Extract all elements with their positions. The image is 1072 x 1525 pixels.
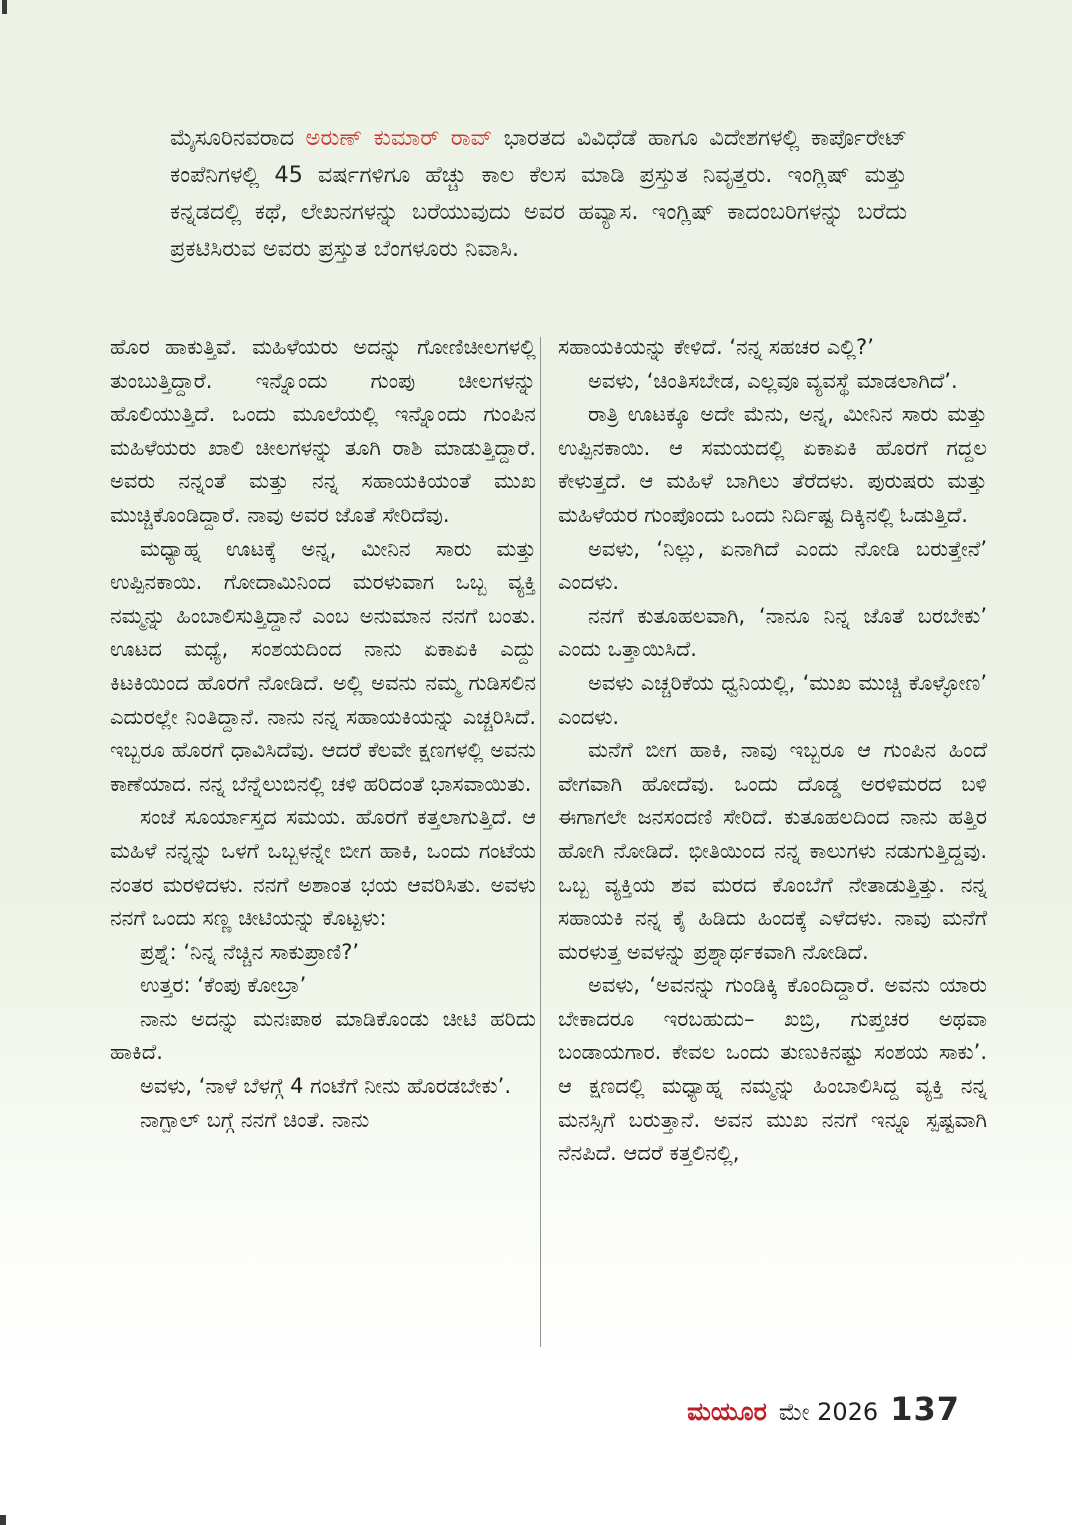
story-paragraph: ಅವಳು, ‘ನಾಳೆ ಬೆಳಗ್ಗೆ 4 ಗಂಟೆಗೆ ನೀನು ಹೊರಡಬೇಕು’. — [140, 1074, 512, 1099]
author-bio-before: ಮೈಸೂರಿನವರಾದ — [170, 125, 306, 151]
column-divider-rule — [540, 337, 541, 1347]
page-number: 137 — [890, 1390, 960, 1428]
author-bio-after: ಭಾರತದ ವಿವಿಧೆಡೆ ಹಾಗೂ ವಿದೇಶಗಳಲ್ಲಿ ಕಾರ್ಪೊರೇಟ್ ಕಂಪೆನಿಗಳಲ್ಲಿ 45 ವರ್ಷಗಳಿಗೂ ಹೆಚ್ಚು ಕಾಲ ಕೆಲಸ ಮಾಡಿ ಪ್ರಸ್ತುತ ನಿವೃತ್ತರು. ಇಂಗ್ಲಿಷ್ ಮತ್ತು ಕನ್ನಡದಲ್ಲಿ ಕಥೆ, ಲೇಖನಗಳನ್ನು ಬರೆಯುವುದು ಅವರ ಹವ್ಯಾಸ. ಇಂಗ್ಲಿಷ್ ಕಾದಂಬರಿಗಳನ್ನು ಬರೆದು ಪ್ರಕಟಿಸಿರುವ ಅವರು ಪ್ರಸ್ತುತ ಬೆಂಗಳೂರು ನಿವಾಸಿ. — [170, 125, 908, 262]
issue-date: ಮೇ 2026 — [778, 1398, 879, 1426]
story-column-left — [110, 331, 536, 1171]
magazine-title: ಮಯೂರ — [687, 1397, 767, 1426]
story-paragraph: ಪ್ರಶ್ನೆ: ‘ನಿನ್ನ ನೆಚ್ಚಿನ ಸಾಕುಪ್ರಾಣಿ?’ — [140, 939, 360, 964]
author-name: ಅರುಣ್ ಕುಮಾರ್ ರಾವ್ — [305, 125, 493, 151]
page-footer — [687, 1390, 960, 1428]
story-paragraph: ಉತ್ತರ: ‘ಕೆಂಪು ಕೋಬ್ರಾ’ — [140, 973, 307, 998]
story-paragraph: ಅವಳು, ‘ಚಿಂತಿಸಬೇಡ, ಎಲ್ಲವೂ ವ್ಯವಸ್ಥೆ ಮಾಡಲಾಗಿದೆ’. — [588, 368, 958, 393]
story-paragraph: ರಾತ್ರಿ ಊಟಕ್ಕೂ ಅದೇ ಮೆನು, ಅನ್ನ, ಮೀನಿನ ಸಾರು ಮತ್ತು ಉಪ್ಪಿನಕಾಯಿ. ಆ ಸಮಯದಲ್ಲಿ ಏಕಾಏಕಿ ಹೊರಗೆ ಗದ್ದಲ ಕೇಳುತ್ತದೆ. ಆ ಮಹಿಳೆ ಬಾಗಿಲು ತೆರೆದಳು. ಪುರುಷರು ಮತ್ತು ಮಹಿಳೆಯರ ಗುಂಪೊಂದು ಒಂದು ನಿರ್ದಿಷ್ಟ ದಿಕ್ಕಿನಲ್ಲಿ ಓಡುತ್ತಿದೆ. — [558, 402, 987, 527]
story-paragraph: ಮನೆಗೆ ಬೀಗ ಹಾಕಿ, ನಾವು ಇಬ್ಬರೂ ಆ ಗುಂಪಿನ ಹಿಂದೆ ವೇಗವಾಗಿ ಹೋದೆವು. ಒಂದು ದೊಡ್ಡ ಅರಳಿಮರದ ಬಳಿ ಈಗಾಗಲೇ ಜನಸಂದಣಿ ಸೇರಿದೆ. ಕುತೂಹಲದಿಂದ ನಾನು ಹತ್ತಿರ ಹೋಗಿ ನೋಡಿದೆ. ಭೀತಿಯಿಂದ ನನ್ನ ಕಾಲುಗಳು ನಡುಗುತ್ತಿದ್ದವು. ಒಬ್ಬ ವ್ಯಕ್ತಿಯ ಶವ ಮರದ ಕೊಂಬೆಗೆ ನೇತಾಡುತ್ತಿತ್ತು. ನನ್ನ ಸಹಾಯಕಿ ನನ್ನ ಕೈ ಹಿಡಿದು ಹಿಂದಕ್ಕೆ ಎಳೆದಳು. ನಾವು ಮನೆಗೆ ಮರಳುತ್ತ ಅವಳನ್ನು ಪ್ರಶ್ನಾರ್ಥಕವಾಗಿ ನೋಡಿದೆ. — [558, 738, 987, 964]
story-paragraph: ನಾಗ್ಪಾಲ್ ಬಗ್ಗೆ ನನಗೆ ಚಿಂತೆ. ನಾನು — [140, 1107, 370, 1132]
author-bio — [170, 120, 907, 268]
story-paragraph: ಹೊರ ಹಾಕುತ್ತಿವೆ. ಮಹಿಳೆಯರು ಅದನ್ನು ಗೋಣಿಚೀಲಗಳಲ್ಲಿ ತುಂಬುತ್ತಿದ್ದಾರೆ. ಇನ್ನೊಂದು ಗುಂಪು ಚೀಲಗಳನ್ನು ಹೊಲಿಯುತ್ತಿದೆ. ಒಂದು ಮೂಲೆಯಲ್ಲಿ ಇನ್ನೊಂದು ಗುಂಪಿನ ಮಹಿಳೆಯರು ಖಾಲಿ ಚೀಲಗಳನ್ನು ತೂಗಿ ರಾಶಿ ಮಾಡುತ್ತಿದ್ದಾರೆ. ಅವರು ನನ್ನಂತೆ ಮತ್ತು ನನ್ನ ಸಹಾಯಕಿಯಂತೆ ಮುಖ ಮುಚ್ಚಿಕೊಂಡಿದ್ದಾರೆ. ನಾವು ಅವರ ಜೊತೆ ಸೇರಿದೆವು. — [110, 335, 536, 527]
story-paragraph: ಅವಳು ಎಚ್ಚರಿಕೆಯ ಧ್ವನಿಯಲ್ಲಿ, ‘ಮುಖ ಮುಚ್ಚಿ ಕೊಳ್ಳೋಣ’ ಎಂದಳು. — [558, 670, 987, 729]
story-paragraph: ನಾನು ಅದನ್ನು ಮನಃಪಾಠ ಮಾಡಿಕೊಂಡು ಚೀಟಿ ಹರಿದು ಹಾಕಿದೆ. — [110, 1006, 536, 1065]
story-column-right — [558, 331, 987, 1171]
story-body — [110, 331, 987, 1171]
story-paragraph: ನನಗೆ ಕುತೂಹಲವಾಗಿ, ‘ನಾನೂ ನಿನ್ನ ಜೊತೆ ಬರಬೇಕು’ ಎಂದು ಒತ್ತಾಯಿಸಿದೆ. — [558, 603, 987, 662]
story-paragraph: ಮಧ್ಯಾಹ್ನ ಊಟಕ್ಕೆ ಅನ್ನ, ಮೀನಿನ ಸಾರು ಮತ್ತು ಉಪ್ಪಿನಕಾಯಿ. ಗೋದಾಮಿನಿಂದ ಮರಳುವಾಗ ಒಬ್ಬ ವ್ಯಕ್ತಿ ನಮ್ಮನ್ನು ಹಿಂಬಾಲಿಸುತ್ತಿದ್ದಾನೆ ಎಂಬ ಅನುಮಾನ ನನಗೆ ಬಂತು. ಊಟದ ಮಧ್ಯೆ, ಸಂಶಯದಿಂದ ನಾನು ಏಕಾಏಕಿ ಎದ್ದು ಕಿಟಕಿಯಿಂದ ಹೊರಗೆ ನೋಡಿದೆ. ಅಲ್ಲಿ ಅವನು ನಮ್ಮ ಗುಡಿಸಲಿನ ಎದುರಲ್ಲೇ ನಿಂತಿದ್ದಾನೆ. ನಾನು ನನ್ನ ಸಹಾಯಕಿಯನ್ನು ಎಚ್ಚರಿಸಿದೆ. ಇಬ್ಬರೂ ಹೊರಗೆ ಧಾವಿಸಿದೆವು. ಆದರೆ ಕೆಲವೇ ಕ್ಷಣಗಳಲ್ಲಿ ಅವನು ಕಾಣೆಯಾದ. ನನ್ನ ಬೆನ್ನೆಲುಬಿನಲ್ಲಿ ಚಳಿ ಹರಿದಂತೆ ಭಾಸವಾಯಿತು. — [110, 536, 536, 796]
story-paragraph: ಸಹಾಯಕಿಯನ್ನು ಕೇಳಿದೆ. ‘ನನ್ನ ಸಹಚರ ಎಲ್ಲಿ?’ — [558, 335, 874, 359]
scan-artifact-top — [2, 0, 7, 14]
story-paragraph: ಅವಳು, ‘ನಿಲ್ಲು, ಏನಾಗಿದೆ ಎಂದು ನೋಡಿ ಬರುತ್ತೇನೆ’ ಎಂದಳು. — [558, 536, 987, 595]
scan-artifact-bottom — [0, 1515, 6, 1525]
story-paragraph: ಸಂಜೆ ಸೂರ್ಯಾಸ್ತದ ಸಮಯ. ಹೊರಗೆ ಕತ್ತಲಾಗುತ್ತಿದೆ. ಆ ಮಹಿಳೆ ನನ್ನನ್ನು ಒಳಗೆ ಒಬ್ಬಳನ್ನೇ ಬೀಗ ಹಾಕಿ, ಒಂದು ಗಂಟೆಯ ನಂತರ ಮರಳಿದಳು. ನನಗೆ ಅಶಾಂತ ಭಯ ಆವರಿಸಿತು. ಅವಳು ನನಗೆ ಒಂದು ಸಣ್ಣ ಚೀಟಿಯನ್ನು ಕೊಟ್ಟಳು: — [110, 805, 536, 931]
story-paragraph: ಅವಳು, ‘ಅವನನ್ನು ಗುಂಡಿಕ್ಕಿ ಕೊಂದಿದ್ದಾರೆ. ಅವನು ಯಾರು ಬೇಕಾದರೂ ಇರಬಹುದು– ಖಬ್ರಿ, ಗುಪ್ತಚರ ಅಥವಾ ಬಂಡಾಯಗಾರ. ಕೇವಲ ಒಂದು ತುಣುಕಿನಷ್ಟು ಸಂಶಯ ಸಾಕು’. ಆ ಕ್ಷಣದಲ್ಲಿ ಮಧ್ಯಾಹ್ನ ನಮ್ಮನ್ನು ಹಿಂಬಾಲಿಸಿದ್ದ ವ್ಯಕ್ತಿ ನನ್ನ ಮನಸ್ಸಿಗೆ ಬರುತ್ತಾನೆ. ಅವನ ಮುಖ ನನಗೆ ಇನ್ನೂ ಸ್ಪಷ್ಟವಾಗಿ ನೆನಪಿದೆ. ಆದರೆ ಕತ್ತಲಿನಲ್ಲಿ, — [558, 973, 987, 1166]
